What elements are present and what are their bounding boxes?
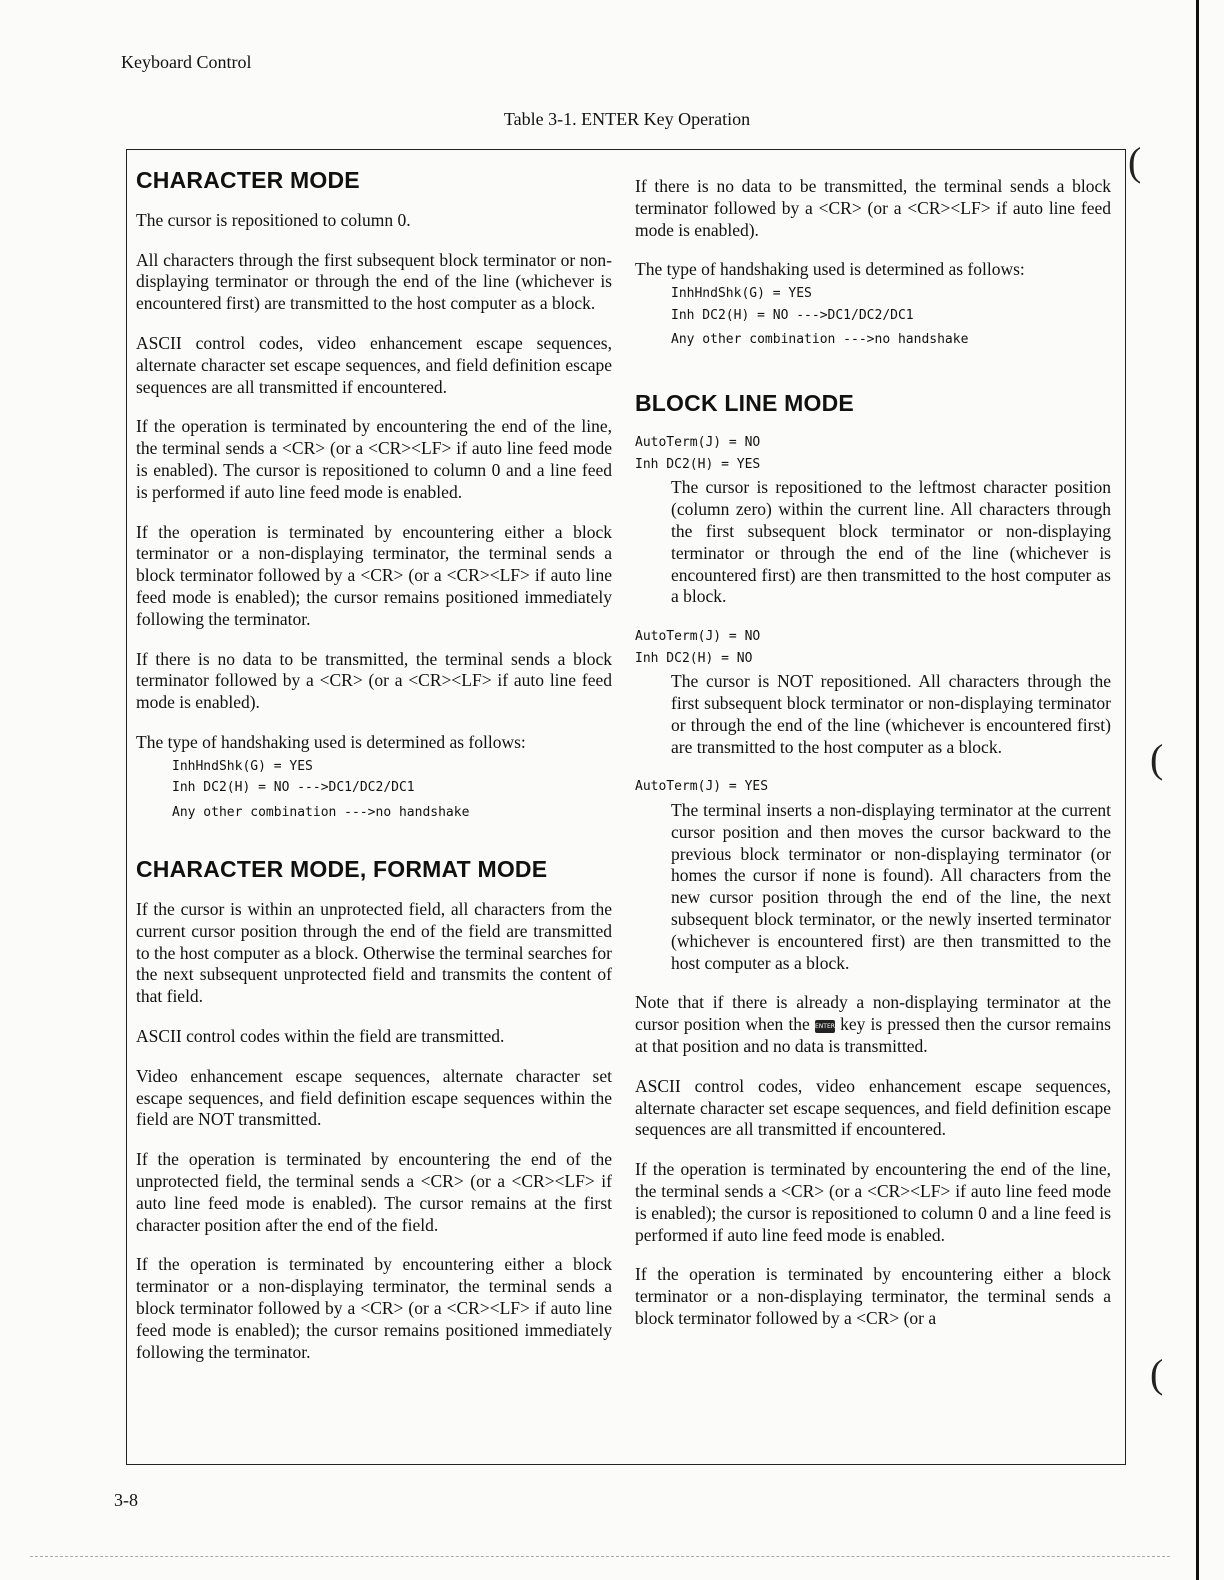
paragraph: The type of handshaking used is determined as follows:: [136, 731, 526, 752]
paragraph: The cursor is repositioned to the leftmost character position (column zero) within the current line. All characters through the first subsequent block terminator or non-displaying terminator or through the end of the line (whichever is encountered first) are then transmitted to the host computer as a block.: [671, 477, 1111, 607]
paragraph: The cursor is NOT repositioned. All characters through the first subsequent block terminator or non-displaying terminator or through the end of the line (whichever is encountered first) are transmitted to the host computer as a block.: [671, 671, 1111, 757]
paragraph: Video enhancement escape sequences, alternate character set escape sequences, and field definition escape sequences within the field are NOT transmitted.: [136, 1065, 612, 1130]
enter-key-icon: ENTER: [815, 1020, 835, 1033]
section-heading: BLOCK LINE MODE: [635, 389, 854, 416]
paragraph: If the operation is terminated by encountering the end of the line, the terminal sends a <CR> (or a <CR><LF> if auto line feed mode is enabled). The cursor is repositioned to column 0 and a line feed is performed if auto line feed mode is enabled.: [136, 416, 612, 502]
config-line: AutoTerm(J) = YES: [635, 779, 769, 795]
paragraph: ASCII control codes within the field are transmitted.: [136, 1026, 505, 1047]
paragraph: If the operation is terminated by encountering either a block terminator or a non-displaying terminator, the terminal sends a block terminator followed by a <CR> (or a <CR><LF> if auto line feed mode is enabled); the cursor remains positioned immediately following the terminator.: [136, 1254, 612, 1362]
config-line: AutoTerm(J) = NO: [635, 629, 761, 645]
paragraph: If the operation is terminated by encountering the end of the line, the terminal sends a <CR> (or a <CR><LF> if auto line feed mode is enabled); the cursor is repositioned to column 0 and a line feed is performed if auto line feed mode is enabled.: [635, 1159, 1111, 1245]
config-line: InhHndShk(G) = YES: [172, 758, 313, 774]
binding-mark: (: [1150, 736, 1164, 781]
paragraph: All characters through the first subsequent block terminator or non-displaying terminator or through the end of the line (whichever is encountered first) are transmitted to the host computer as a block.: [136, 249, 612, 314]
paragraph: If the operation is terminated by encountering the end of the unprotected field, the terminal sends a <CR> (or a <CR><LF> if auto line feed mode is enabled). The cursor remains at the first character position after the end of the field.: [136, 1149, 612, 1235]
paragraph: If there is no data to be transmitted, the terminal sends a block terminator followed by a <CR> (or a <CR><LF> if auto line feed mode is enabled).: [635, 176, 1111, 240]
paragraph: If the cursor is within an unprotected field, all characters from the current cursor position through the end of the field are transmitted to the host computer as a block. Otherwise the terminal searches for the next subsequent unprotected field and transmits the content of that field.: [136, 899, 612, 1007]
config-line: Inh DC2(H) = YES: [635, 456, 761, 472]
running-head: Keyboard Control: [121, 52, 252, 72]
section-heading: CHARACTER MODE, FORMAT MODE: [136, 856, 548, 883]
left-column: [136, 167, 612, 1381]
paragraph: The terminal inserts a non-displaying terminator at the current cursor position and then moves the cursor backward to the previous block terminator or non-displaying terminator (or homes the cursor if none is found). All characters from the new cursor position through the end of the line, the next subsequent block terminator, or the newly inserted terminator (whichever is encountered first) are then transmitted to the host computer as a block.: [671, 799, 1111, 973]
scan-artifact: [30, 1556, 1170, 1558]
margin-rule: [1196, 0, 1199, 1580]
binding-mark: (: [1150, 1351, 1164, 1396]
page-number: 3-8: [114, 1490, 138, 1510]
paragraph: If the operation is terminated by encountering either a block terminator or a non-displaying terminator, the terminal sends a block terminator followed by a <CR> (or a <CR><LF> if auto line feed mode is enabled); the cursor remains positioned immediately following the terminator.: [136, 521, 612, 629]
config-line: AutoTerm(J) = NO: [635, 435, 761, 451]
config-line: InhHndShk(G) = YES: [671, 286, 812, 302]
note-text: key is pressed then the cursor remains at that position and no data is transmitted.: [635, 1014, 1111, 1056]
config-line: Any other combination --->no handshake: [172, 804, 470, 820]
config-line: Any other combination --->no handshake: [671, 332, 969, 348]
config-line: Inh DC2(H) = NO --->DC1/DC2/DC1: [671, 307, 914, 323]
config-line: Inh DC2(H) = NO: [635, 650, 753, 666]
paragraph: The type of handshaking used is determined as follows:: [635, 259, 1025, 280]
paragraph: ASCII control codes, video enhancement escape sequences, alternate character set escape sequences, and field definition escape sequences are all transmitted if encountered.: [136, 332, 612, 397]
section-heading: CHARACTER MODE: [136, 167, 360, 193]
paragraph: ASCII control codes, video enhancement escape sequences, alternate character set escape sequences, and field definition escape sequences are all transmitted if encountered.: [635, 1075, 1111, 1140]
paragraph: [635, 992, 1111, 1057]
note-text: Note that if there is already a non-displaying terminator at the cursor position when the: [635, 992, 1111, 1035]
paragraph: The cursor is repositioned to column 0.: [136, 209, 411, 230]
binding-mark: (: [1128, 139, 1142, 184]
right-column: [635, 176, 1111, 1348]
config-line: Inh DC2(H) = NO --->DC1/DC2/DC1: [172, 780, 415, 796]
paragraph: If the operation is terminated by encountering either a block terminator or a non-displaying terminator, the terminal sends a block terminator followed by a <CR> (or a: [635, 1264, 1111, 1328]
paragraph: If there is no data to be transmitted, the terminal sends a block terminator followed by a <CR> (or a <CR><LF> if auto line feed mode is enabled).: [136, 648, 612, 713]
table-caption: Table 3-1. ENTER Key Operation: [503, 109, 751, 129]
